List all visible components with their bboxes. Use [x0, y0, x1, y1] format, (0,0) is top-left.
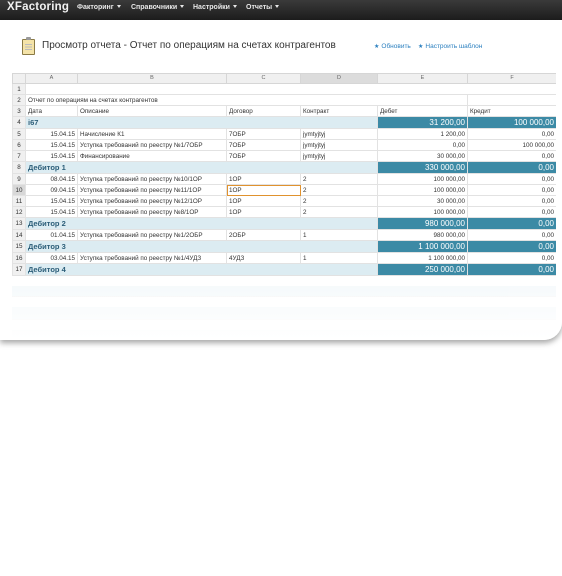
- cell-description[interactable]: Уступка требований по реестру №1/7ОБР: [78, 140, 227, 151]
- cell-date[interactable]: 09.04.15: [26, 185, 78, 196]
- header-description[interactable]: Описание: [78, 106, 227, 117]
- table-row: [13, 95, 557, 106]
- cell-debit[interactable]: 1 100 000,00: [378, 253, 468, 264]
- group-debit[interactable]: 250 000,00: [378, 264, 468, 276]
- cell-date[interactable]: 03.04.15: [26, 253, 78, 264]
- nav-reports-label: Отчеты: [246, 4, 273, 11]
- group-credit[interactable]: 0,00: [468, 218, 557, 230]
- header-debit[interactable]: Дебет: [378, 106, 468, 117]
- chevron-down-icon: [233, 5, 237, 8]
- cell-counterpart[interactable]: jymtyjtyj: [301, 129, 378, 140]
- cell-credit[interactable]: 0,00: [468, 151, 557, 162]
- row-number[interactable]: 11: [13, 196, 26, 207]
- cell-credit[interactable]: 0,00: [468, 174, 557, 185]
- cell-credit[interactable]: 0,00: [468, 253, 557, 264]
- chevron-down-icon: [117, 5, 121, 8]
- cell-description[interactable]: Уступка требований по реестру №10/1ОР: [78, 174, 227, 185]
- nav-settings-label: Настройки: [193, 4, 230, 11]
- cell-description[interactable]: Начисление К1: [78, 129, 227, 140]
- reflection-fade: [0, 280, 562, 340]
- row-number[interactable]: 6: [13, 140, 26, 151]
- group-credit[interactable]: 100 000,00: [468, 117, 557, 129]
- group-row: [13, 117, 557, 129]
- table-row: [13, 207, 557, 218]
- table-row: [13, 84, 557, 95]
- header-date[interactable]: Дата: [26, 106, 78, 117]
- chevron-down-icon: [275, 5, 279, 8]
- refresh-link[interactable]: [374, 43, 411, 50]
- cell-counterpart[interactable]: 1: [301, 230, 378, 241]
- group-name[interactable]: Дебитор 1: [26, 162, 378, 174]
- cell-debit[interactable]: 100 000,00: [378, 185, 468, 196]
- column-header-row: [13, 74, 557, 84]
- table-row: [13, 106, 557, 117]
- cell-debit[interactable]: 30 000,00: [378, 196, 468, 207]
- group-name[interactable]: Дебитор 4: [26, 264, 378, 276]
- group-credit[interactable]: 0,00: [468, 241, 557, 253]
- cell-contract[interactable]: 7ОБР: [227, 129, 301, 140]
- row-number[interactable]: 15: [13, 241, 26, 253]
- cell-credit[interactable]: 100 000,00: [468, 140, 557, 151]
- nav-reports[interactable]: [246, 4, 279, 11]
- top-navbar: [0, 0, 562, 20]
- star-icon: ★: [374, 44, 380, 50]
- cell-description[interactable]: Финансирование: [78, 151, 227, 162]
- cell[interactable]: [468, 95, 557, 106]
- brand-logo[interactable]: XFactoring: [7, 1, 70, 13]
- cell-counterpart[interactable]: 2: [301, 174, 378, 185]
- nav-factoring-label: Факторинг: [77, 4, 114, 11]
- column-header[interactable]: F: [468, 74, 557, 84]
- cell-contract[interactable]: 1ОР: [227, 174, 301, 185]
- cell-description[interactable]: Уступка требований по реестру №12/1ОР: [78, 196, 227, 207]
- header-credit[interactable]: Кредит: [468, 106, 557, 117]
- selected-cell[interactable]: 1ОР: [227, 185, 301, 196]
- cell-contract[interactable]: 1ОР: [227, 207, 301, 218]
- report-grid: [12, 73, 556, 276]
- cell-debit[interactable]: 0,00: [378, 140, 468, 151]
- table-row: [13, 174, 557, 185]
- configure-template-label: Настроить шаблон: [425, 43, 483, 50]
- cell-date[interactable]: 15.04.15: [26, 207, 78, 218]
- cell-credit[interactable]: 0,00: [468, 207, 557, 218]
- cell-description[interactable]: Уступка требований по реестру №8/1ОР: [78, 207, 227, 218]
- cell-debit[interactable]: 100 000,00: [378, 207, 468, 218]
- cell-debit[interactable]: 30 000,00: [378, 151, 468, 162]
- cell-debit[interactable]: 1 200,00: [378, 129, 468, 140]
- group-name[interactable]: i67: [26, 117, 378, 129]
- cell-credit[interactable]: 0,00: [468, 230, 557, 241]
- group-row: [13, 264, 557, 276]
- row-number[interactable]: 3: [13, 106, 26, 117]
- page-header: [22, 38, 552, 58]
- row-number[interactable]: 12: [13, 207, 26, 218]
- page-title: Просмотр отчета - Отчет по операциям на счетах контрагентов: [42, 40, 336, 51]
- cell-contract[interactable]: 7ОБР: [227, 140, 301, 151]
- row-number[interactable]: 7: [13, 151, 26, 162]
- row-number[interactable]: 16: [13, 253, 26, 264]
- column-header[interactable]: B: [78, 74, 227, 84]
- table-row: [13, 230, 557, 241]
- group-credit[interactable]: 0,00: [468, 264, 557, 276]
- cell-debit[interactable]: 980 000,00: [378, 230, 468, 241]
- cell-credit[interactable]: 0,00: [468, 185, 557, 196]
- star-icon: ★: [418, 44, 424, 50]
- cell-description[interactable]: Уступка требований по реестру №1/4УДЗ: [78, 253, 227, 264]
- cell-description[interactable]: Уступка требований по реестру №1/2ОБР: [78, 230, 227, 241]
- row-number[interactable]: 17: [13, 264, 26, 276]
- row-number[interactable]: 4: [13, 117, 26, 129]
- cell-credit[interactable]: 0,00: [468, 196, 557, 207]
- cell-counterpart[interactable]: 2: [301, 207, 378, 218]
- corner-cell[interactable]: [13, 74, 26, 84]
- cell-date[interactable]: 08.04.15: [26, 174, 78, 185]
- cell-counterpart[interactable]: jymtyjtyj: [301, 140, 378, 151]
- row-number[interactable]: 10: [13, 185, 26, 196]
- row-number[interactable]: 8: [13, 162, 26, 174]
- row-number[interactable]: 13: [13, 218, 26, 230]
- cell-contract[interactable]: 4УДЗ: [227, 253, 301, 264]
- row-number[interactable]: 5: [13, 129, 26, 140]
- cell-debit[interactable]: 100 000,00: [378, 174, 468, 185]
- row-number[interactable]: 1: [13, 84, 26, 95]
- row-number[interactable]: 2: [13, 95, 26, 106]
- nav-settings[interactable]: [193, 4, 237, 11]
- table-row: [13, 140, 557, 151]
- chevron-down-icon: [180, 5, 184, 8]
- refresh-label: Обновить: [381, 43, 411, 50]
- table-row: [13, 151, 557, 162]
- column-header[interactable]: E: [378, 74, 468, 84]
- group-row: [13, 218, 557, 230]
- cell-counterpart[interactable]: jymtyjtyj: [301, 151, 378, 162]
- cell-description[interactable]: Уступка требований по реестру №11/1ОР: [78, 185, 227, 196]
- cell-counterpart[interactable]: 1: [301, 253, 378, 264]
- cell-date[interactable]: 15.04.15: [26, 196, 78, 207]
- cell-contract[interactable]: 2ОБР: [227, 230, 301, 241]
- row-number[interactable]: 9: [13, 174, 26, 185]
- nav-directories-label: Справочники: [131, 4, 178, 11]
- cell[interactable]: [26, 84, 557, 95]
- header-counterpart[interactable]: Контракт: [301, 106, 378, 117]
- group-name[interactable]: Дебитор 2: [26, 218, 378, 230]
- nav-factoring[interactable]: [77, 4, 121, 11]
- cell-credit[interactable]: 0,00: [468, 129, 557, 140]
- configure-template-link[interactable]: [418, 43, 482, 50]
- table-row: [13, 129, 557, 140]
- group-name[interactable]: Дебитор 3: [26, 241, 378, 253]
- report-title[interactable]: Отчет по операциям на счетах контрагентов: [26, 95, 468, 106]
- cell-counterpart[interactable]: 2: [301, 185, 378, 196]
- column-header[interactable]: A: [26, 74, 78, 84]
- header-contract[interactable]: Договор: [227, 106, 301, 117]
- cell-date[interactable]: 15.04.15: [26, 151, 78, 162]
- cell-date[interactable]: 01.04.15: [26, 230, 78, 241]
- table-row: [13, 185, 557, 196]
- cell-contract[interactable]: 7ОБР: [227, 151, 301, 162]
- cell-contract[interactable]: 1ОР: [227, 196, 301, 207]
- group-debit[interactable]: 1 100 000,00: [378, 241, 468, 253]
- cell-counterpart[interactable]: 2: [301, 196, 378, 207]
- cell-date[interactable]: 15.04.15: [26, 140, 78, 151]
- group-credit[interactable]: 0,00: [468, 162, 557, 174]
- clipboard-icon: [22, 39, 35, 55]
- table-row: [13, 253, 557, 264]
- nav-directories[interactable]: [131, 4, 184, 11]
- group-debit[interactable]: 31 200,00: [378, 117, 468, 129]
- cell-date[interactable]: 15.04.15: [26, 129, 78, 140]
- group-debit[interactable]: 330 000,00: [378, 162, 468, 174]
- row-number[interactable]: 14: [13, 230, 26, 241]
- group-row: [13, 162, 557, 174]
- column-header[interactable]: C: [227, 74, 301, 84]
- group-row: [13, 241, 557, 253]
- table-row: [13, 196, 557, 207]
- group-debit[interactable]: 980 000,00: [378, 218, 468, 230]
- column-header[interactable]: D: [301, 74, 378, 84]
